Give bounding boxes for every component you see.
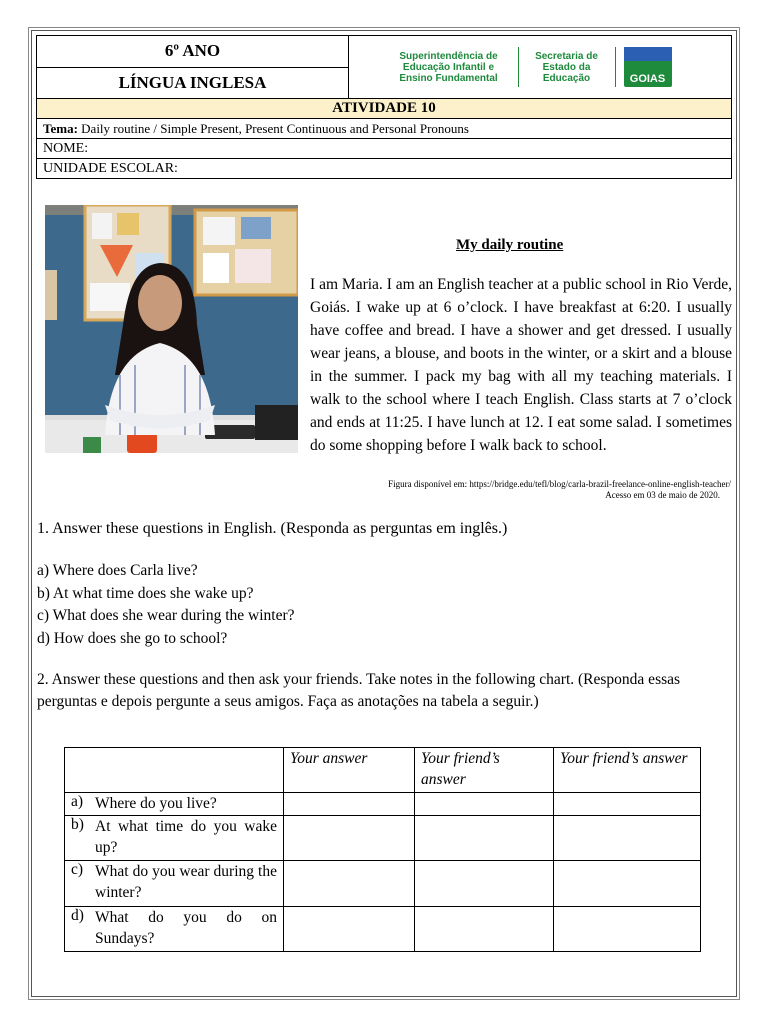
table-row: d) What do you do on Sundays? — [65, 907, 701, 952]
question-b: b) At what time does she wake up? — [37, 584, 254, 602]
tema-value: Daily routine / Simple Present, Present Continuous and Personal Pronouns — [81, 121, 469, 136]
answer-cell[interactable] — [554, 816, 701, 861]
row-question: At what time do you wake up? — [95, 818, 277, 856]
answer-cell[interactable] — [415, 793, 554, 816]
article-title: My daily routine — [456, 237, 564, 253]
tema-label: Tema: — [43, 121, 78, 136]
answer-cell[interactable] — [554, 793, 701, 816]
answer-cell[interactable] — [284, 816, 415, 861]
article-body — [64, 273, 732, 457]
tema-row — [37, 119, 731, 139]
question-a: a) Where does Carla live? — [37, 562, 198, 579]
exercise1-instruction: 1. Answer these questions in English. (Responda as perguntas em inglês.) — [37, 520, 508, 537]
row-question: What do you do on Sundays? — [95, 909, 277, 947]
image-credit: Figura disponível em: https://bridge.edu/tefl/blog/carla-brazil-freelance-online-english-teacher/ — [388, 479, 731, 489]
row-question: Where do you live? — [95, 795, 217, 812]
column-header: Your friend’s answer — [554, 748, 701, 793]
logo-divider — [615, 47, 616, 87]
nome-field[interactable]: NOME: — [37, 139, 731, 159]
institution-logos — [349, 36, 731, 98]
exercise1-questions — [37, 560, 295, 650]
answer-cell[interactable] — [554, 907, 701, 952]
answer-cell[interactable] — [554, 861, 701, 907]
header-table — [36, 35, 732, 179]
answer-cell[interactable] — [284, 907, 415, 952]
article-text: I am Maria. I am an English teacher at a public school in Rio Verde, Goiás. I wake up at 6 o’clock. I have breakfast at 6:20. I usually have coffee and bread. I have a shower and get dressed. I usually wear jeans, a blouse, and boots in the winter, or a skirt and a blouse in the summer. I pack my bag with all my teaching materials. I walk to the school where I teach English. Class starts at 7 o’clock and ends at 11:25. I have lunch at 12. I eat some salad. I sometimes do some shopping before I walk back to school. — [310, 276, 732, 454]
exercise2-instruction: 2. Answer these questions and then ask your friends. Take notes in the following chart. (Responda essas perguntas e depois pergunte a seus amigos. Faça as anotações na tabela a seguir.) — [37, 671, 681, 710]
row-question: What do you wear during the winter? — [95, 863, 277, 901]
table-row: c) What do you wear during the winter? — [65, 861, 701, 907]
header-empty-cell — [65, 748, 284, 793]
question-d: d) How does she go to school? — [37, 629, 228, 647]
answer-cell[interactable] — [284, 793, 415, 816]
notes-chart — [64, 747, 701, 952]
activity-title: ATIVIDADE 10 — [37, 99, 731, 119]
unidade-escolar-field[interactable]: UNIDADE ESCOLAR: — [43, 161, 178, 176]
answer-cell[interactable] — [415, 861, 554, 907]
secretaria-logo: Secretaria de Estado da Educação — [535, 50, 598, 84]
logo-divider — [518, 47, 519, 87]
table-row: b) At what time do you wake up? — [65, 816, 701, 861]
goias-logo: GOIAS — [624, 47, 693, 87]
answer-cell[interactable] — [415, 907, 554, 952]
credit-link[interactable]: https://bridge.edu/tefl/blog/carla-brazil-freelance-online-english-teacher/ — [469, 479, 731, 489]
question-c: c) What does she wear during the winter? — [37, 607, 295, 624]
table-row: a) Where do you live? — [65, 793, 701, 816]
column-header: Your friend’s answer — [415, 748, 554, 793]
answer-cell[interactable] — [415, 816, 554, 861]
answer-cell[interactable] — [284, 861, 415, 907]
superintendencia-logo: Superintendência de Educação Infantil e Ensino Fundamental — [399, 50, 498, 84]
subject-label: LÍNGUA INGLESA — [118, 72, 267, 92]
column-header: Your answer — [284, 748, 415, 793]
image-credit-access: Acesso em 03 de maio de 2020. — [605, 490, 720, 500]
grade-label: 6º ANO — [37, 36, 348, 68]
